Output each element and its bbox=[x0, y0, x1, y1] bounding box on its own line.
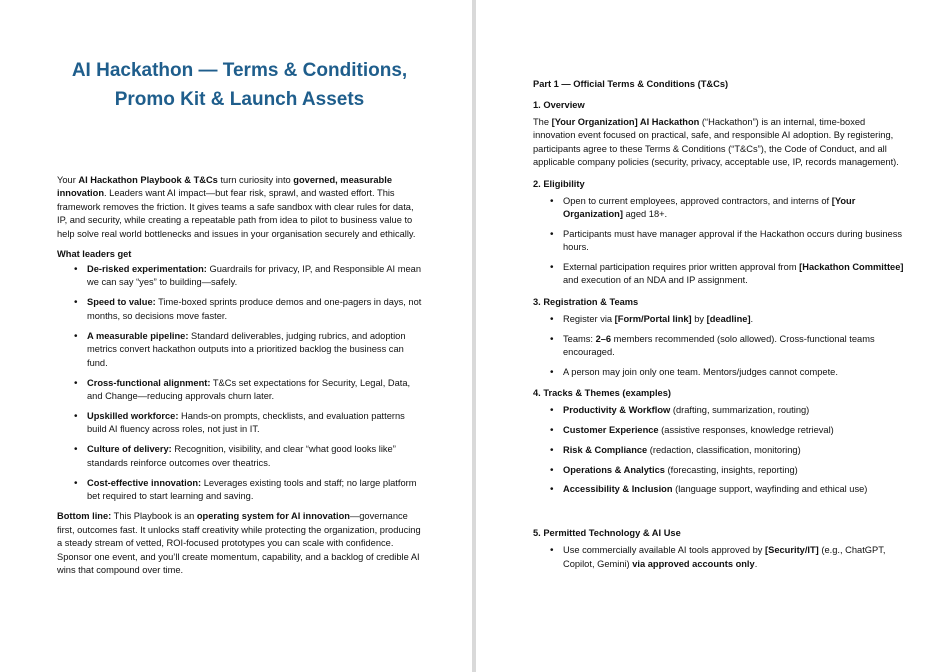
list-item bbox=[563, 195, 910, 222]
item-bold: [Hackathon Committee] bbox=[799, 262, 904, 273]
list-item bbox=[87, 377, 422, 404]
list-item bbox=[563, 404, 910, 417]
item-text: Use commercially available AI tools approved by bbox=[563, 545, 766, 556]
bottom-bold-2: operating system for AI innovation bbox=[196, 511, 350, 522]
list-item bbox=[563, 261, 910, 288]
item-text: members recommended (solo allowed). Cross-functional teams encouraged. bbox=[563, 333, 875, 358]
list-item bbox=[87, 410, 422, 437]
title-line-2: Promo Kit & Launch Assets bbox=[114, 89, 365, 110]
item-text: (e.g., ChatGPT, Copilot, Gemini) bbox=[563, 545, 886, 569]
item-text: Participants must have manager approval if the Hackathon occurs during business hours. bbox=[563, 228, 903, 253]
bullet-label: Cross-functional alignment: bbox=[87, 377, 211, 388]
list-item bbox=[563, 444, 910, 457]
left-page bbox=[0, 0, 472, 672]
section-heading-permitted-technology: 5. Permitted Technology & AI Use bbox=[533, 528, 681, 539]
bullet-label: De-risked experimentation: bbox=[87, 264, 207, 275]
intro-text-3: . Leaders want AI impact—but fear risk, sprawl, and wasted effort. This framework removes the friction. It gives teams a safe sandbox with clear rules for data, IP, and security, while creating a repeatable path from idea to pilot to business value to help solve real world bottlenecks and issues in your organisation securely and ethically. bbox=[57, 188, 416, 239]
bullet-text: Standard deliverables, judging rubrics, and adoption metrics convert hackathon outputs into a prioritized backlog the business can fund. bbox=[87, 330, 406, 368]
bottom-text-2: —governance first, outcomes fast. It unlocks staff creativity while protecting the organization, producing a steady stream of vetted, ROI-focused prototypes you can scale with confidence. Sponsor one event, and you’ll create momentum, capability, and a backlog of credible AI wins that compound over time. bbox=[57, 511, 421, 575]
bullet-text: Guardrails for privacy, IP, and Responsible AI mean we can say “yes” to building—safely. bbox=[87, 264, 421, 288]
item-bold: [deadline] bbox=[706, 313, 751, 324]
item-bold: Productivity & Workflow bbox=[563, 405, 671, 416]
item-text: (language support, wayfinding and ethical use) bbox=[672, 484, 868, 495]
intro-bold-2: governed, measurable innovation bbox=[57, 175, 392, 199]
permitted-technology-list bbox=[533, 544, 910, 571]
list-item bbox=[563, 313, 910, 326]
overview-paragraph bbox=[533, 116, 910, 170]
item-text: . bbox=[754, 558, 758, 569]
title-line-1: AI Hackathon — Terms & Conditions, bbox=[71, 60, 408, 81]
item-bold: Operations & Analytics bbox=[563, 464, 665, 475]
item-text: Open to current employees, approved contractors, and interns of bbox=[563, 195, 832, 206]
bullet-label: A measurable pipeline: bbox=[87, 330, 189, 341]
item-text: Register via bbox=[563, 313, 615, 324]
item-text: (redaction, classification, monitoring) bbox=[647, 444, 801, 455]
item-bold: [Form/Portal link] bbox=[614, 313, 692, 324]
bottom-line-paragraph bbox=[57, 510, 422, 577]
intro-text-1: Your bbox=[57, 175, 79, 185]
item-text: External participation requires prior written approval from bbox=[563, 262, 800, 273]
overview-text-1: The bbox=[533, 117, 552, 127]
list-item bbox=[563, 544, 910, 571]
intro-bold-1: AI Hackathon Playbook & T&Cs bbox=[78, 175, 218, 185]
registration-list bbox=[533, 313, 910, 379]
section-heading-eligibility: 2. Eligibility bbox=[533, 178, 585, 189]
overview-text-2: (“Hackathon”) is an internal, time-boxed innovation event focused on practical, safe, and responsible AI adoption. By registering, participants agree to these Terms & Conditions (“T&Cs”), the Code of Conduct, and all applicable company policies (security, privacy, acceptable use, IP, records management). bbox=[533, 117, 899, 168]
item-text: (forecasting, insights, reporting) bbox=[664, 464, 798, 475]
list-item bbox=[563, 228, 910, 255]
item-text: A person may join only one team. Mentors/judges cannot compete. bbox=[563, 366, 838, 377]
bullet-text: Time-boxed sprints produce demos and one-pagers in days, not months, so decisions move faster. bbox=[87, 297, 422, 321]
eligibility-list bbox=[533, 195, 910, 288]
bullet-label: Culture of delivery: bbox=[87, 444, 172, 455]
list-item bbox=[563, 483, 910, 496]
item-bold: Customer Experience bbox=[563, 425, 659, 436]
bottom-text-1: This Playbook is an bbox=[111, 511, 197, 522]
item-text: (drafting, summarization, routing) bbox=[670, 405, 810, 416]
item-text: Teams: bbox=[563, 333, 596, 344]
part-title: Part 1 — Official Terms & Conditions (T&Cs) bbox=[533, 79, 729, 89]
list-item bbox=[563, 366, 910, 379]
section-heading-registration: 3. Registration & Teams bbox=[533, 296, 639, 307]
item-text: (assistive responses, knowledge retrieval) bbox=[658, 425, 834, 436]
bullet-label: Cost-effective innovation: bbox=[87, 477, 202, 488]
list-item bbox=[563, 464, 910, 477]
intro-text-2: turn curiosity into bbox=[217, 175, 294, 185]
item-bold: Accessibility & Inclusion bbox=[563, 484, 673, 495]
list-item bbox=[87, 330, 422, 370]
bullet-label: Speed to value: bbox=[87, 297, 156, 308]
item-bold: [Security/IT] bbox=[765, 545, 819, 556]
list-item bbox=[87, 296, 422, 323]
spacer bbox=[533, 503, 910, 519]
list-item bbox=[563, 333, 910, 360]
bullet-text: Leverages existing tools and staff; no large platform bet required to start learning and saving. bbox=[87, 477, 417, 502]
item-bold: 2–6 bbox=[595, 333, 612, 344]
leaders-benefits-list bbox=[57, 263, 422, 504]
intro-paragraph bbox=[57, 174, 422, 241]
bullet-label: Upskilled workforce: bbox=[87, 411, 179, 422]
item-bold: Risk & Compliance bbox=[563, 444, 648, 455]
list-item bbox=[87, 263, 422, 290]
section-heading-tracks: 4. Tracks & Themes (examples) bbox=[533, 388, 671, 399]
list-item bbox=[87, 477, 422, 504]
list-item bbox=[563, 424, 910, 437]
bullet-text: Hands-on prompts, checklists, and evaluation patterns build AI fluency across roles, not just in IT. bbox=[87, 411, 405, 435]
item-text: aged 18+. bbox=[622, 209, 668, 220]
item-bold: [Your Organization] bbox=[563, 195, 856, 220]
right-page bbox=[476, 0, 950, 672]
page-title bbox=[57, 56, 422, 114]
overview-bold-1: [Your Organization] AI Hackathon bbox=[551, 117, 700, 127]
list-item bbox=[87, 443, 422, 470]
bullet-text: T&Cs set expectations for Security, Legal, Data, and Change—reducing approvals churn later. bbox=[87, 377, 411, 402]
what-leaders-get-heading: What leaders get bbox=[57, 249, 132, 260]
bottom-bold-1: Bottom line: bbox=[57, 511, 112, 522]
item-text: and execution of an NDA and IP assignment. bbox=[563, 275, 748, 286]
section-heading-overview: 1. Overview bbox=[533, 100, 585, 110]
tracks-list bbox=[533, 404, 910, 497]
item-text: by bbox=[691, 313, 707, 324]
item-text: . bbox=[750, 313, 754, 324]
bullet-text: Recognition, visibility, and clear “what good looks like” standards reinforce outcomes over theatrics. bbox=[87, 444, 396, 468]
item-bold: via approved accounts only bbox=[632, 558, 755, 569]
